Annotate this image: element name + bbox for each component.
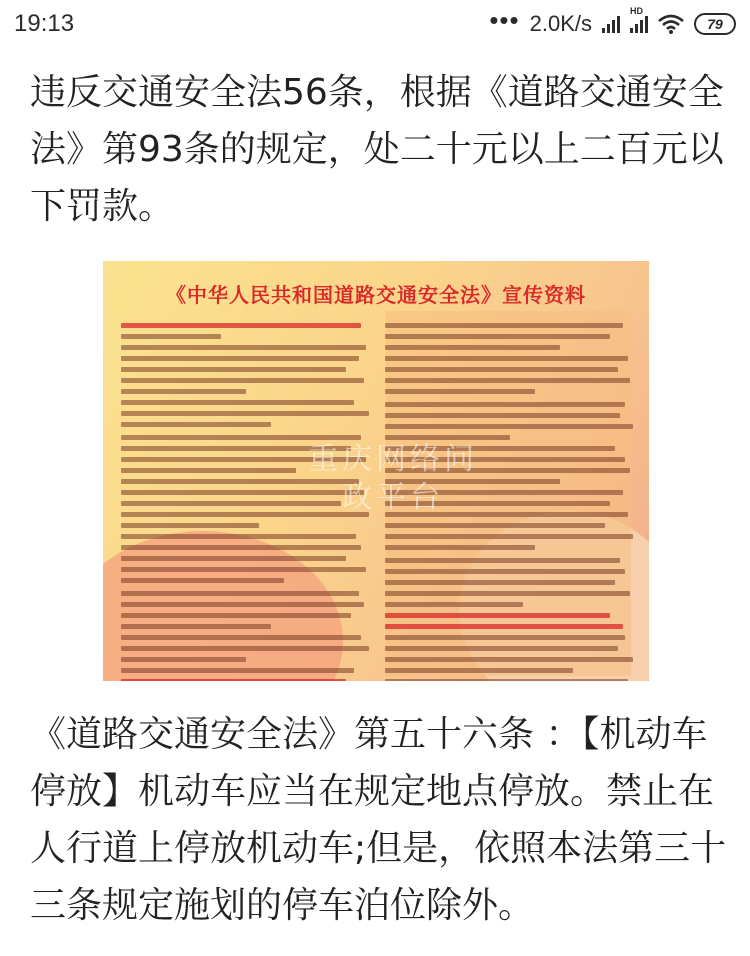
poster-text-line — [121, 345, 366, 350]
poster-text-line — [121, 468, 296, 473]
hd-signal-icon — [630, 6, 648, 33]
poster-title: 《中华人民共和国道路交通安全法》宣传资料 — [166, 283, 586, 307]
poster-text-line — [121, 578, 284, 583]
poster-text-line — [121, 534, 356, 539]
poster-text-line — [121, 668, 354, 673]
network-speed: 2.0K/s — [529, 11, 592, 36]
poster-text-line — [385, 413, 620, 418]
more-notifications-icon: ••• — [489, 5, 520, 35]
poster-text-line — [385, 389, 535, 394]
poster-text-line — [385, 424, 633, 429]
watermark: 重庆网络问政平台 — [308, 442, 478, 515]
poster-text-line — [385, 545, 535, 550]
poster-text-line — [385, 534, 633, 539]
poster-text-line — [385, 646, 618, 651]
poster-text-line — [385, 323, 623, 328]
battery-icon: 79 — [694, 13, 736, 35]
poster-text-line — [385, 334, 610, 339]
poster-text-line — [385, 356, 628, 361]
poster-text-line — [121, 411, 369, 416]
poster-text-line — [121, 356, 359, 361]
poster-text-line — [121, 545, 361, 550]
poster-text-line — [121, 567, 366, 572]
poster-text-line — [121, 556, 346, 561]
article-image[interactable] — [103, 261, 649, 681]
poster-text-line — [385, 402, 625, 407]
poster-text-line — [121, 435, 361, 440]
poster-text-line — [121, 602, 364, 607]
article-paragraph-2: 《道路交通安全法》第五十六条 ：【机动车停放】机动车应当在规定地点停放。禁止在人行道上停放机动车;但是，依照本法第三十三条规定施划的停车泊位除外。 — [30, 714, 727, 926]
poster-text-line — [121, 389, 246, 394]
poster-text-line — [121, 378, 364, 383]
poster-text-line — [121, 646, 369, 651]
hd-label: HD — [630, 6, 643, 16]
poster-text-line — [385, 345, 560, 350]
signal-icon — [602, 15, 620, 33]
poster-text-line — [385, 435, 510, 440]
poster-text-line — [385, 523, 605, 528]
poster-text-line — [385, 635, 625, 640]
poster-text-line — [385, 624, 623, 629]
status-time: 19:13 — [14, 10, 75, 37]
poster-text-line — [121, 334, 221, 339]
poster-text-line — [385, 613, 610, 618]
poster-text-line — [121, 591, 359, 596]
poster-text-line — [385, 591, 630, 596]
poster-text-line — [385, 668, 573, 673]
poster-text-line — [121, 367, 346, 372]
status-bar — [0, 0, 750, 48]
wifi-icon — [658, 14, 684, 34]
poster-text-line — [385, 657, 633, 662]
poster-text-line — [121, 523, 259, 528]
article-paragraph-1: 违反交通安全法56条，根据《道路交通安全法》第93条的规定，处二十元以上二百元以下罚款。 — [30, 72, 724, 227]
poster-text-line — [385, 679, 628, 681]
poster-text-line — [121, 400, 354, 405]
poster-text-line — [121, 624, 271, 629]
poster-text-line — [385, 580, 615, 585]
poster-text-line — [385, 602, 523, 607]
poster-text-line — [121, 679, 346, 681]
poster-text-line — [121, 422, 271, 427]
status-icons — [489, 5, 736, 37]
poster-text-line — [385, 367, 618, 372]
poster-text-line — [121, 657, 246, 662]
poster-text-line — [385, 558, 620, 563]
poster-text-line — [121, 323, 361, 328]
poster-text-line — [121, 635, 361, 640]
poster-text-line — [385, 378, 630, 383]
poster-text-line — [121, 613, 351, 618]
poster-text-line — [385, 569, 625, 574]
